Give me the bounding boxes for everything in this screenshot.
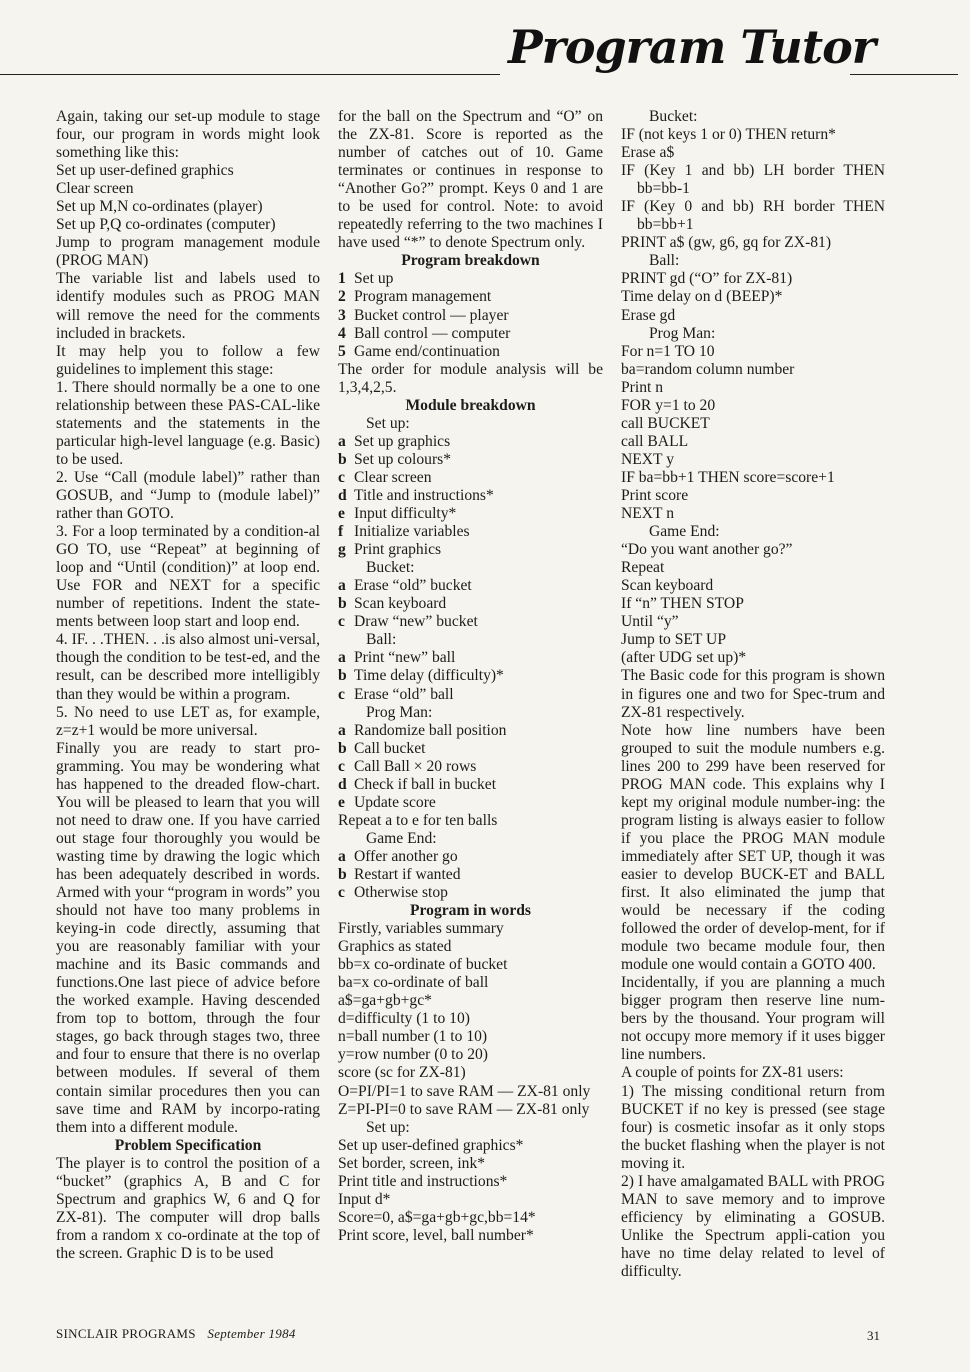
list-item bbox=[338, 667, 603, 685]
text-line: Set up user-defined graphics* bbox=[338, 1136, 524, 1154]
text-line: Set up user-defined graphics bbox=[56, 162, 234, 180]
list-marker: 5 bbox=[338, 342, 346, 360]
list-item-text: Game end/continuation bbox=[354, 342, 500, 360]
module-label: Ball: bbox=[366, 631, 397, 649]
list-marker: b bbox=[338, 595, 347, 613]
list-marker: c bbox=[338, 613, 345, 631]
magazine-name: SINCLAIR PROGRAMS bbox=[56, 1326, 196, 1341]
text-line: NEXT n bbox=[621, 505, 674, 523]
paragraph: The Basic code for this program is shown in figures one and two for Spec-trum and ZX-81 respectively. bbox=[621, 667, 885, 721]
list-item bbox=[338, 740, 603, 758]
list-item-text: Clear screen bbox=[354, 468, 432, 486]
list-marker: 3 bbox=[338, 306, 346, 324]
text-line: FOR y=1 to 20 bbox=[621, 396, 716, 414]
list-item bbox=[338, 433, 603, 451]
list-marker: c bbox=[338, 468, 345, 486]
section-heading: Problem Specification bbox=[114, 1136, 262, 1154]
module-label: Bucket: bbox=[366, 559, 415, 577]
text-line: Print n bbox=[621, 378, 664, 396]
text-line: ba=x co-ordinate of ball bbox=[338, 974, 489, 992]
text-line: Erase a$ bbox=[621, 144, 675, 162]
module-label: Game End: bbox=[366, 829, 437, 847]
text-line: Repeat bbox=[621, 559, 665, 577]
paragraph: The variable list and labels used to identify modules such as PROG MAN will remove the need for the comments included in brackets. bbox=[56, 270, 320, 342]
text-line: Set up M,N co-ordinates (player) bbox=[56, 198, 263, 216]
list-item-text: Bucket control — player bbox=[354, 306, 509, 324]
paragraph: 5. No need to use LET as, for example, z=z+1 would be more universal. bbox=[56, 703, 320, 739]
text-line: call BUCKET bbox=[621, 414, 710, 432]
module-label: Set up: bbox=[366, 414, 410, 432]
text-line: Firstly, variables summary bbox=[338, 920, 504, 938]
column-left bbox=[56, 108, 320, 1263]
list-item-text: Print graphics bbox=[354, 541, 442, 559]
paragraph: 1) The missing conditional return from BUCKET if no key is pressed (see stage four) is cosmetic insofar as it only stops the bucket flashing when the player is not moving it. bbox=[621, 1082, 885, 1172]
module-label: Game End: bbox=[649, 523, 720, 541]
list-marker: b bbox=[338, 865, 347, 883]
text-line: Z=PI-PI=0 to save RAM — ZX-81 only bbox=[338, 1100, 590, 1118]
list-marker: a bbox=[338, 721, 346, 739]
text-line: Jump to SET UP bbox=[621, 631, 726, 649]
section-heading: Program breakdown bbox=[401, 252, 540, 270]
list-marker: d bbox=[338, 486, 347, 504]
list-item bbox=[338, 613, 603, 631]
list-item-text: Program management bbox=[354, 288, 492, 306]
list-item bbox=[338, 270, 603, 288]
list-item bbox=[338, 577, 603, 595]
text-line: a$=ga+gb+gc* bbox=[338, 992, 432, 1010]
list-marker: g bbox=[338, 541, 346, 559]
text-line: Scan keyboard bbox=[621, 577, 714, 595]
text-line: n=ball number (1 to 10) bbox=[338, 1028, 488, 1046]
text-line: score (sc for ZX-81) bbox=[338, 1064, 466, 1082]
list-marker: 2 bbox=[338, 288, 346, 306]
text-line: Input d* bbox=[338, 1190, 391, 1208]
paragraph: The player is to control the position of a “bucket” (graphics A, B and C for Spectrum and graphics W, 6 and Q for ZX-81). The computer will drop balls from a random x co-ordinate at the top of the screen. Graphic D is to be used bbox=[56, 1154, 320, 1262]
list-item bbox=[338, 523, 603, 541]
column-middle bbox=[338, 108, 603, 1245]
list-item bbox=[338, 848, 603, 866]
list-item bbox=[338, 325, 603, 343]
text-line: For n=1 TO 10 bbox=[621, 342, 715, 360]
text-line: Print title and instructions* bbox=[338, 1172, 508, 1190]
list-marker: e bbox=[338, 505, 345, 523]
text-line: ba=random column number bbox=[621, 360, 795, 378]
text-line: Time delay on d (BEEP)* bbox=[621, 288, 783, 306]
list-item bbox=[338, 758, 603, 776]
list-item-text: Erase “old” ball bbox=[354, 685, 454, 703]
text-line: Repeat a to e for ten balls bbox=[338, 811, 498, 829]
list-item-text: Randomize ball position bbox=[354, 721, 507, 739]
list-marker: b bbox=[338, 450, 347, 468]
paragraph: 1. There should normally be a one to one relationship between these PAS-CAL-like statements and the statements in the particular high-level language (e.g. Basic) to be used. bbox=[56, 378, 320, 468]
text-line: Score=0, a$=ga+gb+gc,bb=14* bbox=[338, 1208, 536, 1226]
text-line: If “n” THEN STOP bbox=[621, 595, 744, 613]
list-marker: a bbox=[338, 649, 346, 667]
text-line: “Do you want another go?” bbox=[621, 541, 793, 559]
list-item bbox=[338, 307, 603, 325]
text-line: Erase gd bbox=[621, 306, 676, 324]
section-heading: Module breakdown bbox=[405, 396, 536, 414]
list-item-text: Call Ball × 20 rows bbox=[354, 757, 477, 775]
list-item-text: Set up bbox=[354, 270, 394, 288]
list-marker: 1 bbox=[338, 270, 346, 288]
list-item bbox=[338, 343, 603, 361]
list-item-text: Erase “old” bucket bbox=[354, 577, 472, 595]
module-label: Prog Man: bbox=[366, 703, 433, 721]
paragraph: 3. For a loop terminated by a condition-al GO TO, use “Repeat” at beginning of loop and “Until (condition)” at loop end. Use FOR and NEXT for a specific number of repetitions. Indent the state-ments between loop start and loop end. bbox=[56, 523, 320, 631]
text-line: IF (Key 0 and bb) RH border THEN bb=bb+1 bbox=[621, 198, 885, 234]
list-item bbox=[338, 794, 603, 812]
list-item bbox=[338, 686, 603, 704]
list-item bbox=[338, 469, 603, 487]
list-item bbox=[338, 649, 603, 667]
text-line: Print score bbox=[621, 486, 689, 504]
text-line: PRINT a$ (gw, g6, gq for ZX-81) bbox=[621, 234, 832, 252]
list-item bbox=[338, 866, 603, 884]
list-item bbox=[338, 451, 603, 469]
paragraph: Jump to program management module (PROG MAN) bbox=[56, 234, 320, 270]
list-marker: a bbox=[338, 432, 346, 450]
list-item-text: Update score bbox=[354, 793, 436, 811]
paragraph: 2. Use “Call (module label)” rather than GOSUB, and “Jump to (module label)” rather than GOTO. bbox=[56, 468, 320, 523]
list-item-text: Set up graphics bbox=[354, 432, 451, 450]
list-item bbox=[338, 595, 603, 613]
column-right bbox=[621, 108, 885, 1281]
list-item bbox=[338, 722, 603, 740]
list-item-text: Initialize variables bbox=[354, 523, 470, 541]
list-item-text: Set up colours* bbox=[354, 450, 452, 468]
list-marker: f bbox=[338, 523, 344, 541]
program-tutor-logo: Program Tutor bbox=[508, 20, 876, 74]
text-line: A couple of points for ZX-81 users: bbox=[621, 1064, 844, 1082]
list-item-text: Offer another go bbox=[354, 847, 458, 865]
text-line: y=row number (0 to 20) bbox=[338, 1046, 488, 1064]
paragraph: 4. IF. . .THEN. . .is also almost uni-versal, though the condition to be test-ed, and the result, can be described more intelligibly than they would be within a program. bbox=[56, 631, 320, 703]
list-item bbox=[338, 487, 603, 505]
list-item bbox=[338, 288, 603, 306]
issue-date: September 1984 bbox=[207, 1326, 296, 1341]
list-item-text: Draw “new” bucket bbox=[354, 613, 478, 631]
text-line: Until “y” bbox=[621, 613, 679, 631]
list-item-text: Otherwise stop bbox=[354, 884, 448, 902]
module-label: Bucket: bbox=[649, 108, 698, 125]
paragraph: for the ball on the Spectrum and “O” on the ZX-81. Score is reported as the number of catches out of 10. Game terminates or continues in response to “Another Go?” prompt. Keys 0 and 1 are to be used for control. Note: to avoid repeatedly referring to the two machines I have used “*” to denote Spectrum only. bbox=[338, 108, 603, 252]
list-item bbox=[338, 776, 603, 794]
list-marker: a bbox=[338, 577, 346, 595]
list-item bbox=[338, 541, 603, 559]
list-item-text: Scan keyboard bbox=[354, 595, 447, 613]
list-item-text: Ball control — computer bbox=[354, 324, 511, 342]
module-label: Prog Man: bbox=[649, 324, 716, 342]
section-heading: Program in words bbox=[410, 902, 531, 920]
text-line: Graphics as stated bbox=[338, 938, 452, 956]
list-marker: a bbox=[338, 847, 346, 865]
text-line: Set border, screen, ink* bbox=[338, 1154, 486, 1172]
module-label: Ball: bbox=[649, 252, 680, 270]
list-item-text: Check if ball in bucket bbox=[354, 775, 497, 793]
paragraph: It may help you to follow a few guidelines to implement this stage: bbox=[56, 342, 320, 378]
page-number: 31 bbox=[867, 1328, 880, 1343]
section-banner bbox=[500, 18, 876, 80]
module-label: Set up: bbox=[366, 1118, 410, 1136]
list-marker: c bbox=[338, 884, 345, 902]
text-line: NEXT y bbox=[621, 450, 674, 468]
list-marker: b bbox=[338, 739, 347, 757]
paragraph: 2) I have amalgamated BALL with PROG MAN to save memory and to improve efficiency by eliminating a GOSUB. Unlike the Spectrum appli-cation you have no time delay related to level of difficulty. bbox=[621, 1172, 885, 1280]
text-line: PRINT gd (“O” for ZX-81) bbox=[621, 270, 793, 288]
text-line: Clear screen bbox=[56, 180, 134, 198]
text-line: IF ba=bb+1 THEN score=score+1 bbox=[621, 468, 835, 486]
text-line: Print score, level, ball number* bbox=[338, 1226, 534, 1244]
list-item-text: Input difficulty* bbox=[354, 505, 457, 523]
text-line: bb=x co-ordinate of bucket bbox=[338, 956, 508, 974]
list-marker: e bbox=[338, 793, 345, 811]
text-line: (after UDG set up)* bbox=[621, 649, 747, 667]
list-item bbox=[338, 884, 603, 902]
list-item-text: Restart if wanted bbox=[354, 865, 461, 883]
text-line: d=difficulty (1 to 10) bbox=[338, 1010, 470, 1028]
text-line: Set up P,Q co-ordinates (computer) bbox=[56, 216, 276, 234]
list-item-text: Title and instructions* bbox=[354, 486, 494, 504]
paragraph: Again, taking our set-up module to stage four, our program in words might look something like this: bbox=[56, 108, 320, 162]
list-marker: c bbox=[338, 757, 345, 775]
text-line: IF (Key 1 and bb) LH border THEN bb=bb-1 bbox=[621, 162, 885, 198]
text-line: O=PI/PI=1 to save RAM — ZX-81 only bbox=[338, 1082, 591, 1100]
list-marker: c bbox=[338, 685, 345, 703]
list-item-text: Call bucket bbox=[354, 739, 426, 757]
list-item-text: Time delay (difficulty)* bbox=[354, 667, 504, 685]
list-marker: 4 bbox=[338, 324, 346, 342]
page-footer bbox=[56, 1326, 296, 1342]
list-item-text: Print “new” ball bbox=[354, 649, 456, 667]
text-line: call BALL bbox=[621, 432, 689, 450]
text-line: IF (not keys 1 or 0) THEN return* bbox=[621, 126, 836, 144]
list-item bbox=[338, 505, 603, 523]
paragraph: One last piece of advice before the worked example. Having descended from top to bottom, through the four stages, go back through stages two, three and four to ensure that there is no overlap between modules. If several of them contain similar procedures then you can save time and RAM by incorpo-rating them into a different module. bbox=[56, 974, 320, 1136]
list-marker: b bbox=[338, 667, 347, 685]
paragraph: Note how line numbers have been grouped to suit the module numbers e.g. lines 200 to 299 have been reserved for PROG MAN code. This explains why I kept my original module number-ing: the program listing is always easier to follow if you place the PROG MAN module immediately after SET UP, though it was easier to develop BUCK-ET and BALL first. It also eliminated the jump that would be necessary if the coding followed the order of develop-ment, for if module two became module four, then module one would contain a GOTO 400. bbox=[621, 721, 885, 974]
paragraph: Incidentally, if you are planning a much bigger program then reserve line num-bers by the thousand. Your program will not occupy more memory if it uses bigger line numbers. bbox=[621, 974, 885, 1064]
paragraph: Finally you are ready to start pro-gramming. You may be wondering what has happened to the dreaded flow-chart. You will be pleased to learn that you will not need to draw one. If you have carried out stage four thoroughly you would be wasting time by drawing the logic which has been adequately described in words. Armed with your “program in words” you should not have too many problems in keying-in code directly, assuming that you are reasonably familiar with your machine and its Basic commands and functions. bbox=[56, 739, 320, 992]
list-marker: d bbox=[338, 775, 347, 793]
paragraph: The order for module analysis will be 1,3,4,2,5. bbox=[338, 360, 603, 396]
